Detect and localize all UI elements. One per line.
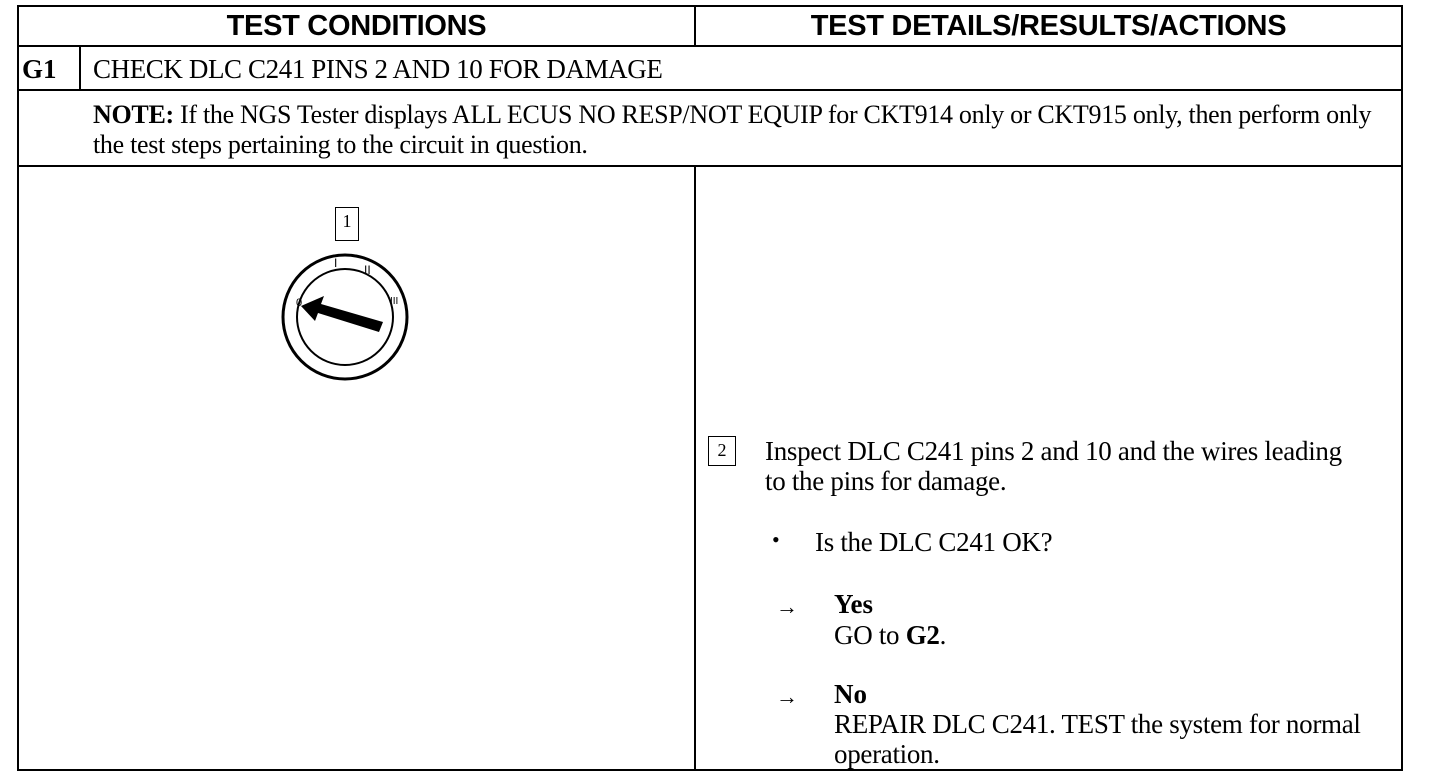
answer-yes-text xyxy=(834,620,1394,650)
step-id-divider xyxy=(79,45,81,89)
step-title-divider xyxy=(17,89,1403,91)
key-arrow-icon xyxy=(301,296,383,332)
bullet-icon: • xyxy=(772,527,780,552)
switch-mark-1: I xyxy=(334,256,338,270)
note-divider xyxy=(17,165,1403,167)
switch-mark-2: II xyxy=(364,263,371,277)
arrow-icon: → xyxy=(776,594,798,619)
step-id: G1 xyxy=(22,54,57,84)
answer-yes-target: G2 xyxy=(905,620,940,650)
note-text: If the NGS Tester displays ALL ECUS NO RESP/NOT EQUIP for CKT914 only or CKT915 only, then perform only the test steps pertaining to the circuit in question. xyxy=(93,100,1372,159)
condition-step-number-text: 1 xyxy=(342,211,352,231)
question-text: Is the DLC C241 OK? xyxy=(815,527,1053,557)
step-title: CHECK DLC C241 PINS 2 AND 10 FOR DAMAGE xyxy=(93,54,663,84)
ignition-switch-off-icon xyxy=(278,252,414,382)
answer-yes-prefix: GO to xyxy=(834,620,906,650)
header-test-details: TEST DETAILS/RESULTS/ACTIONS xyxy=(810,9,1287,42)
note-label: NOTE: xyxy=(93,100,174,129)
answer-no-text: REPAIR DLC C241. TEST the system for normal operation. xyxy=(834,709,1361,769)
answer-yes-suffix: . xyxy=(939,620,947,650)
note xyxy=(93,100,1398,160)
body-column-divider xyxy=(694,165,696,771)
answer-yes-label: Yes xyxy=(834,589,873,619)
switch-mark-off: 0 xyxy=(296,297,303,309)
condition-step-number xyxy=(335,207,359,241)
detail-step-number xyxy=(708,436,736,466)
header-test-conditions: TEST CONDITIONS xyxy=(226,9,487,42)
instruction-text: Inspect DLC C241 pins 2 and 10 and the wires leading to the pins for damage. xyxy=(765,436,1342,496)
header-divider xyxy=(17,45,1403,47)
answer-no-label: No xyxy=(834,679,867,709)
detail-step-number-text: 2 xyxy=(717,440,727,460)
switch-mark-3: III xyxy=(390,296,399,307)
arrow-icon: → xyxy=(776,684,798,709)
